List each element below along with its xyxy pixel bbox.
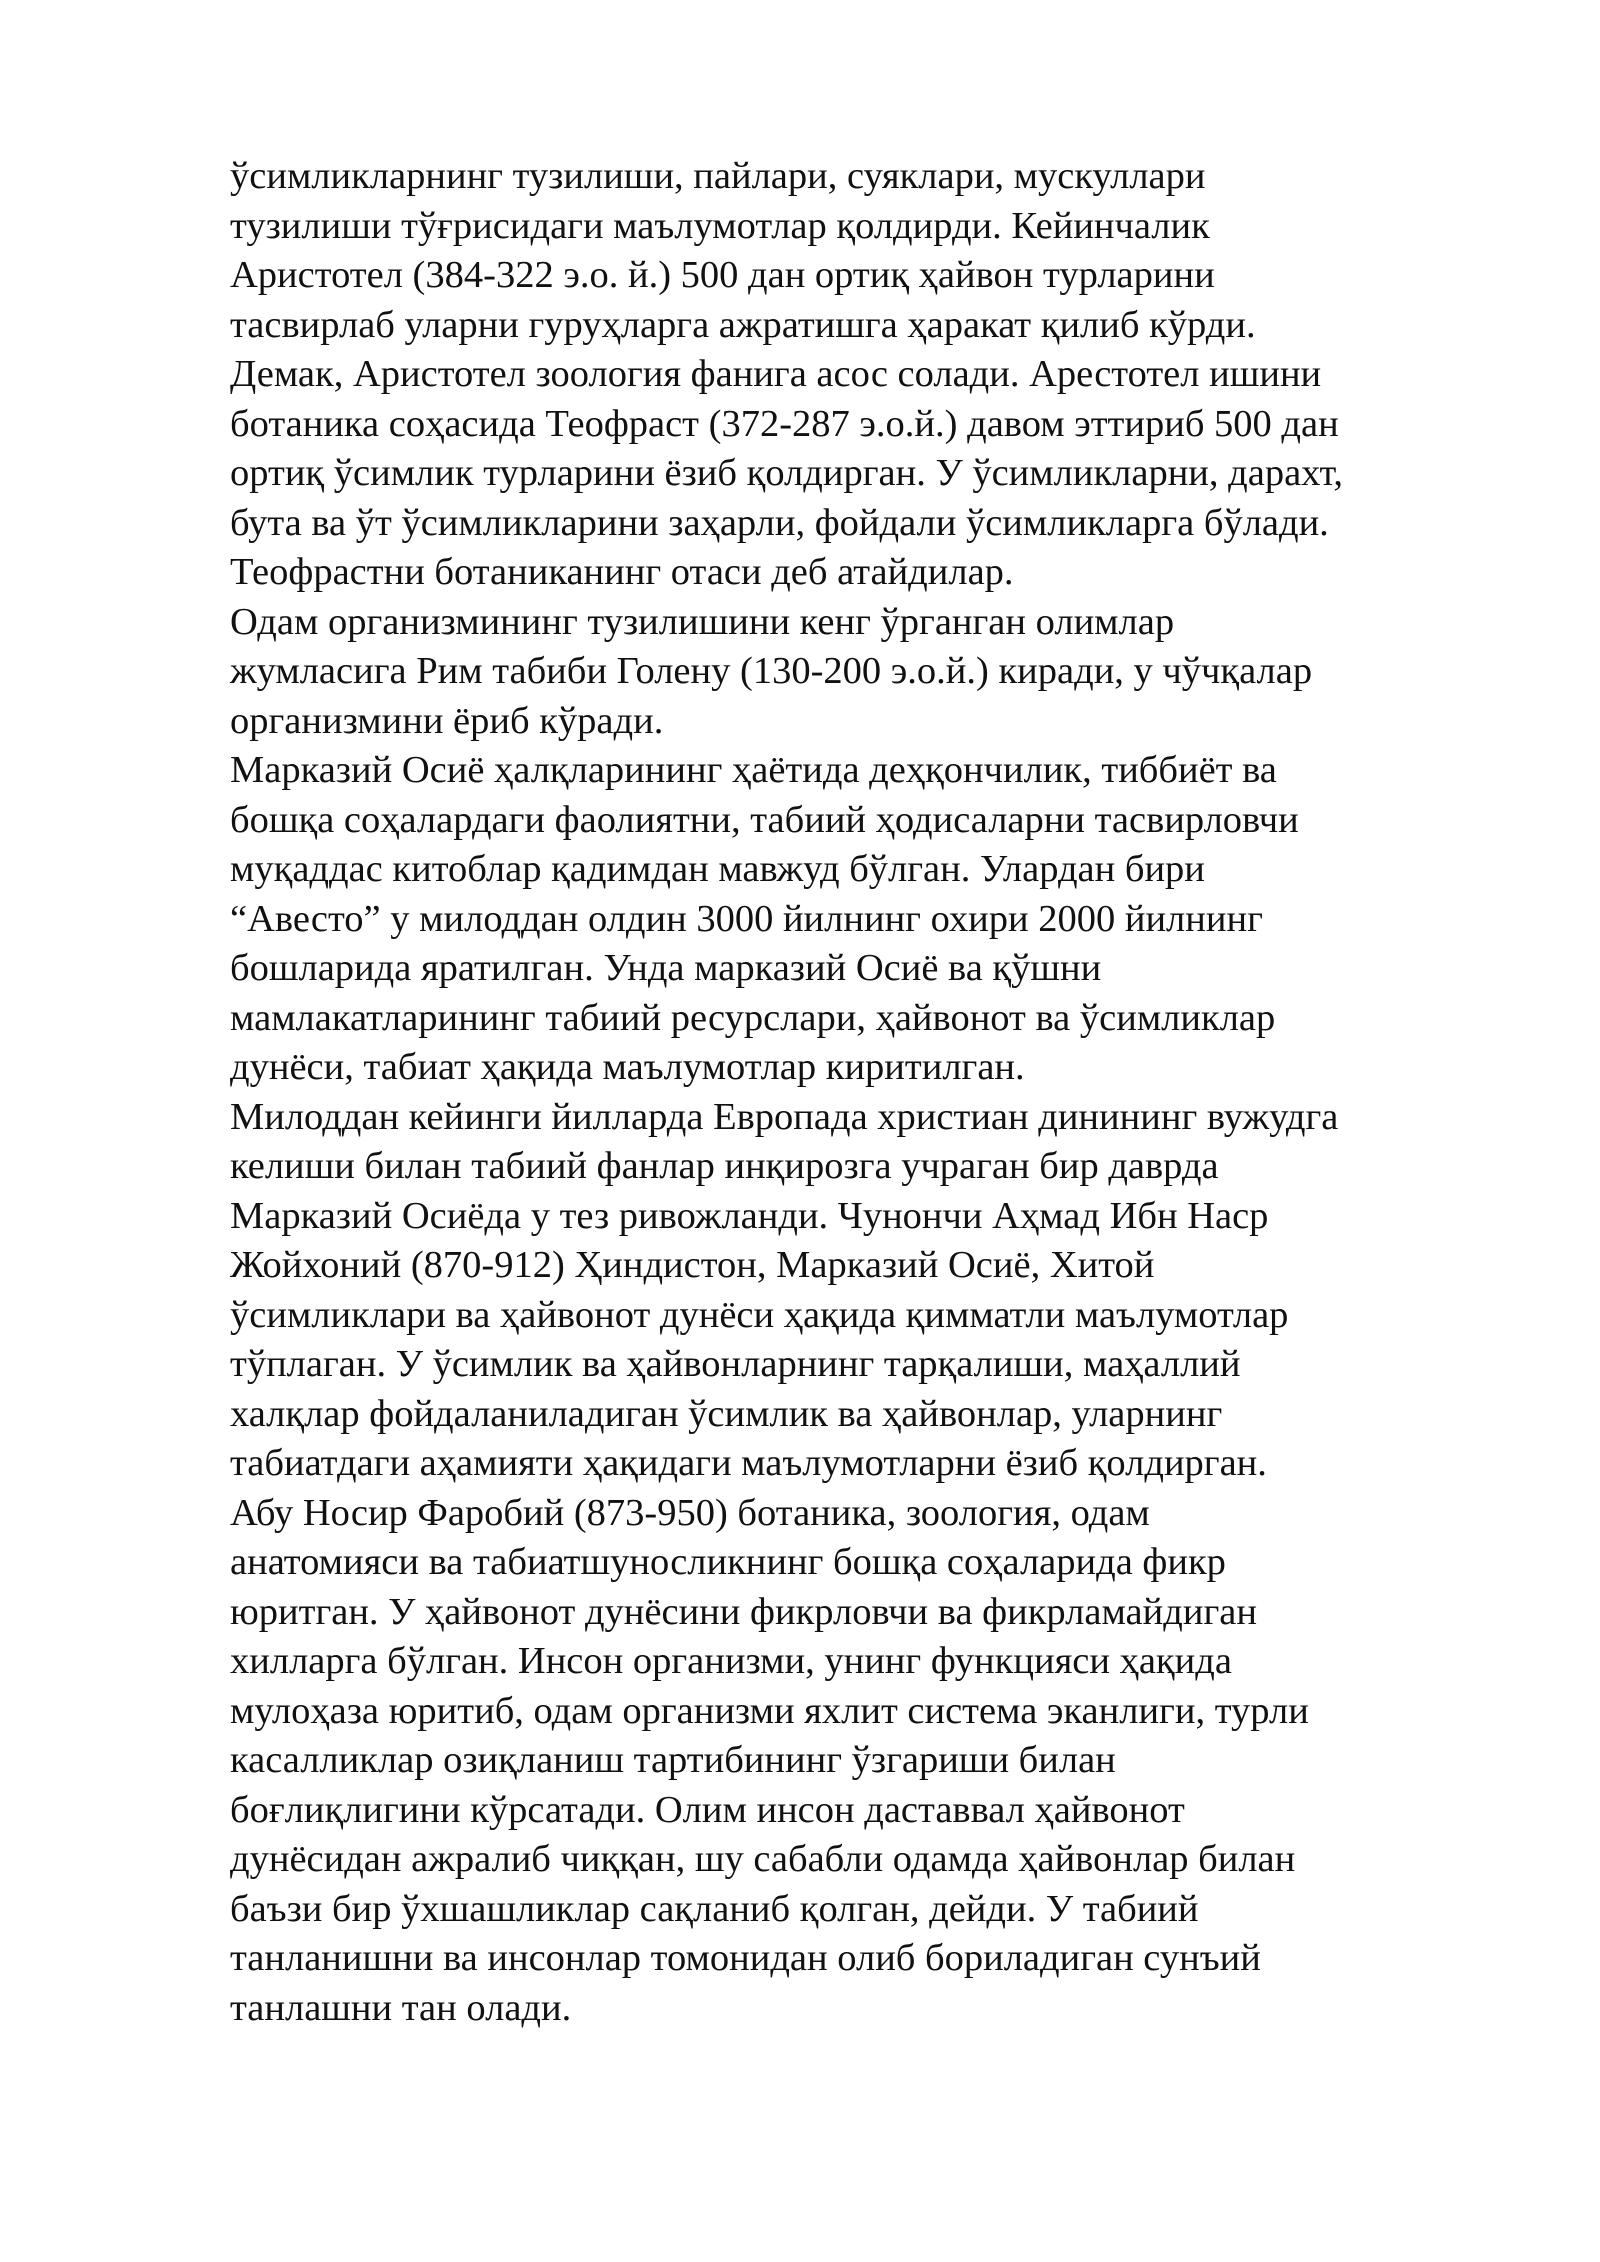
text-line: ўсимликларнинг тузилиши, пайлари, суяклари, мускуллари	[230, 155, 1206, 197]
text-line: Марказий Осиё ҳалқларининг ҳаётида деҳқончилик, тиббиёт ва	[230, 749, 1277, 791]
text-line: ботаника соҳасида Теофраст (372-287 э.о.й.) давом эттириб 500 дан	[230, 402, 1339, 445]
text-line: Аристотел (384-322 э.о. й.) 500 дан ортиқ ҳайвон турларини	[230, 254, 1215, 296]
text-line: касалликлар озиқланиш тартибининг ўзгариши билан	[230, 1739, 1116, 1781]
text-line: жумласига Рим табиби Голену (130-200 э.о.й.) киради, у чўчқалар	[230, 650, 1313, 692]
text-line: дунёсидан ажралиб чиққан, шу сабабли одамда ҳайвонлар билан	[230, 1838, 1296, 1880]
text-line: Демак, Аристотел зоология фанига асос солади. Арестотел ишини	[230, 353, 1322, 395]
text-line: Марказий Осиёда у тез ривожланди. Чунончи Аҳмад Ибн Наср	[230, 1194, 1269, 1237]
text-line: мамлакатларининг табиий ресурслари, ҳайвонот ва ўсимликлар	[230, 996, 1276, 1039]
text-line: халқлар фойдаланиладиган ўсимлик ва ҳайвонлар, уларнинг	[230, 1392, 1223, 1435]
text-line: танланишни ва инсонлар томонидан олиб бориладиган сунъий	[230, 1937, 1261, 1979]
text-line: ўсимликлари ва ҳайвонот дунёси ҳақида қимматли маълумотлар	[230, 1293, 1289, 1336]
text-line: Милоддан кейинги йилларда Европада христиан динининг вужудга	[230, 1095, 1339, 1138]
text-line: Жойхоний (870-912) Ҳиндистон, Марказий Осиё, Хитой	[230, 1244, 1155, 1286]
text-line: Одам организмининг тузилишини кенг ўрганган олимлар	[230, 600, 1175, 643]
text-line: ортиқ ўсимлик турларини ёзиб қолдирган. У ўсимликларни, дарахт,	[230, 452, 1344, 494]
text-line: Абу Носир Фаробий (873-950) ботаника, зоология, одам	[230, 1491, 1150, 1534]
text-line: юритган. У ҳайвонот дунёсини фикрловчи ва фикрламайдиган	[230, 1590, 1257, 1633]
text-line: дунёси, табиат ҳақида маълумотлар киритилган.	[230, 1046, 1025, 1088]
text-line: организмини ёриб кўради.	[230, 699, 664, 742]
text-line: Теофрастни ботаниканинг отаси деб атайдилар.	[230, 551, 1014, 593]
text-line: бошларида яратилган. Унда марказий Осиё ва қўшни	[230, 947, 1102, 989]
text-line: баъзи бир ўхшашликлар сақланиб қолган, дейди. У табиий	[230, 1887, 1199, 1930]
body-text	[230, 152, 1530, 2033]
text-line: тўплаган. У ўсимлик ва ҳайвонларнинг тарқалиши, маҳаллий	[230, 1343, 1241, 1385]
text-line: анатомияси ва табиатшуносликнинг бошқа соҳаларида фикр	[230, 1541, 1226, 1583]
text-line: бута ва ўт ўсимликларини заҳарли, фойдали ўсимликларга бўлади.	[230, 501, 1329, 544]
text-line: тузилиши тўғрисидаги маълумотлар қолдирди. Кейинчалик	[230, 204, 1210, 247]
text-line: тасвирлаб уларни гуруҳларга ажратишга ҳаракат қилиб кўрди.	[230, 303, 1256, 346]
text-line: келиши билан табиий фанлар инқирозга учраган бир даврда	[230, 1145, 1219, 1187]
text-line: мулоҳаза юритиб, одам организми яхлит система эканлиги, турли	[230, 1689, 1309, 1732]
text-line: “Авесто” у милоддан олдин 3000 йилнинг охири 2000 йилнинг	[230, 897, 1263, 940]
text-line: хилларга бўлган. Инсон организми, унинг функцияси ҳақида	[230, 1640, 1232, 1682]
text-line: боғлиқлигини кўрсатади. Олим инсон даставвал ҳайвонот	[230, 1788, 1185, 1831]
text-line: танлашни тан олади.	[230, 1986, 572, 2029]
text-line: табиатдаги аҳамияти ҳақидаги маълумотларни ёзиб қолдирган.	[230, 1442, 1267, 1484]
text-line: бошқа соҳалардаги фаолиятни, табиий ҳодисаларни тасвирловчи	[230, 798, 1299, 841]
text-line: муқаддас китоблар қадимдан мавжуд бўлган. Улардан бири	[230, 848, 1205, 890]
